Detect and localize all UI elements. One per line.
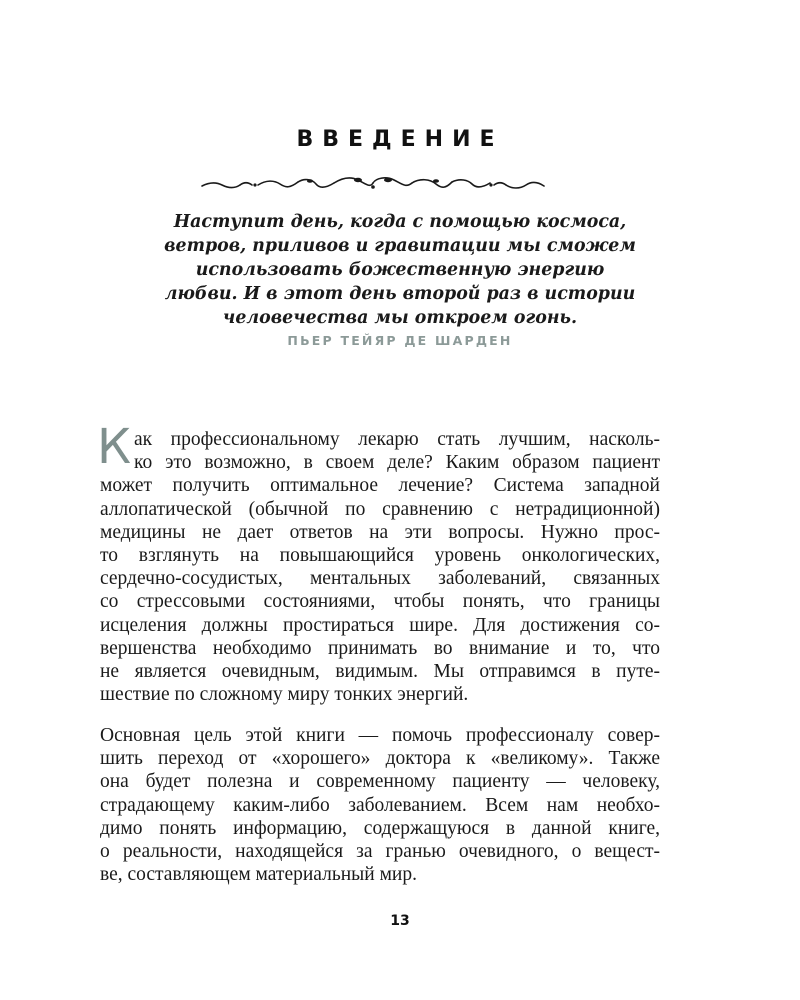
paragraph-line: шить переход от «хорошего» доктора к «великому». Также <box>100 748 660 770</box>
paragraph-line: она будет полезна и современному пациенту — человеку, <box>100 771 660 793</box>
paragraph-line: то взглянуть на повышающийся уровень онкологических, <box>100 545 660 567</box>
drop-cap: К <box>97 419 132 475</box>
paragraph-line: шествие по сложному миру тонких энергий. <box>100 684 469 706</box>
epigraph-line: использовать божественную энергию <box>195 260 605 280</box>
paragraph-2 <box>100 724 660 886</box>
paragraph-line: вершенства необходимо принимать во внимание и то, что <box>100 637 660 659</box>
epigraph-attribution: ПЬЕР ТЕЙЯР ДЕ ШАРДЕН <box>287 333 513 348</box>
paragraph-line: ак профессиональному лекарю стать лучшим, насколь- <box>134 429 660 450</box>
paragraph-line: ко это возможно, в своем деле? Каким образом пациент <box>134 452 660 474</box>
paragraph-line: Основная цель этой книги — помочь профессионалу совер- <box>100 725 660 746</box>
paragraph-line: со стрессовыми состояниями, чтобы понять, что границы <box>100 591 660 613</box>
chapter-title: ВВЕДЕНИЕ <box>296 127 504 152</box>
paragraph-line: сердечно-сосудистых, ментальных заболеваний, связанных <box>100 568 660 590</box>
paragraph-line: не является очевидным, видимым. Мы отправимся в путе- <box>100 661 660 683</box>
paragraph-line: медицины не дает ответов на эти вопросы. Нужно прос- <box>100 521 660 543</box>
paragraph-line: о реальности, находящейся за гранью очевидного, о вещест- <box>100 841 660 863</box>
epigraph-line: Наступит день, когда с помощью космоса, <box>173 212 627 232</box>
page-number: 13 <box>390 913 410 929</box>
epigraph-quote <box>150 210 650 330</box>
paragraph-line: может получить оптимальное лечение? Система западной <box>100 475 660 497</box>
paragraph-line: димо понять информацию, содержащуюся в данной книге, <box>100 817 660 839</box>
paragraph-1 <box>100 428 660 706</box>
flourish-ornament-icon <box>200 170 546 196</box>
paragraph-line: исцеления должны простираться шире. Для достижения со- <box>100 614 660 636</box>
paragraph-line: страдающему каким-либо заболеванием. Всем нам необхо- <box>100 794 660 816</box>
epigraph-line: ветров, приливов и гравитации мы сможем <box>164 236 636 256</box>
epigraph-line: любви. И в этот день второй раз в истории <box>164 284 636 304</box>
paragraph-line: ве, составляющем материальный мир. <box>100 864 417 886</box>
paragraph-line: аллопатической (обычной по сравнению с нетрадиционной) <box>100 498 660 520</box>
epigraph-line: человечества мы откроем огонь. <box>222 308 578 328</box>
